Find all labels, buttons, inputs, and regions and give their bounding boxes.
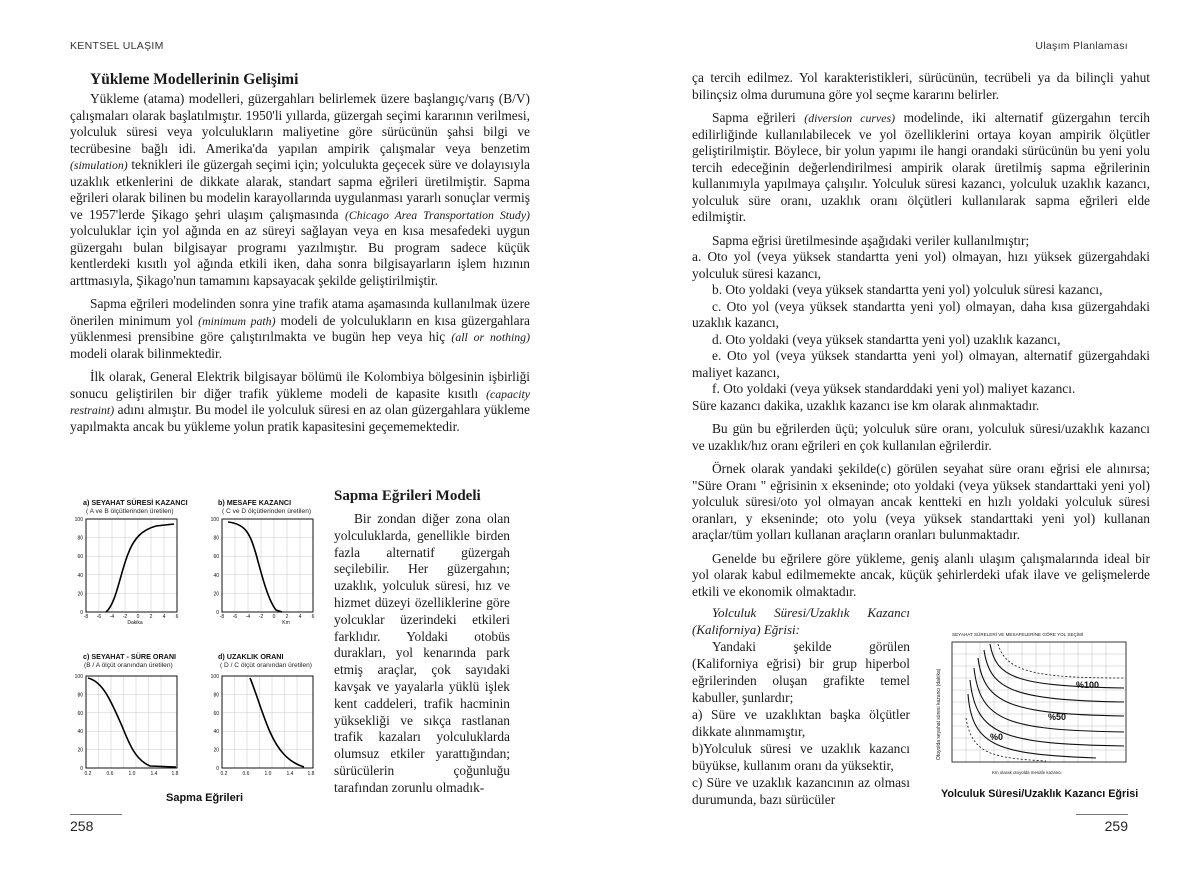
chart-d-xtick: 1.0 <box>264 771 272 777</box>
page-rule-right <box>1076 814 1128 815</box>
chart-c-ytick: 100 <box>74 674 83 680</box>
chart-a-xlabel: Dakika <box>127 620 143 626</box>
chart-d-xtick: 0.2 <box>220 771 228 777</box>
chart-d-plot <box>206 648 332 780</box>
chart-a-ytick: 0 <box>80 610 83 616</box>
kaliforniya-chart-ylabel: Otoyolda seyahat süresi kazancı (dakika) <box>936 668 942 760</box>
paragraph-bugun: Bu gün bu eğrilerden üçü; yolculuk süre oranı, yolculuk süresi/uzaklık kazancı ve uzaklık/hız oranı eğrileri en çok kullanılan eğrilerdir. <box>692 421 1150 453</box>
list-item: b)Yolculuk süresi ve uzaklık kazancı büyükse, kullanım oranı da yüksektir, <box>692 741 910 773</box>
kaliforniya-chart-title: SEYAHAT SÜRELERİ VE MESAFELERİNE GÖRE YOL SEÇİMİ <box>952 632 1084 637</box>
kaliforniya-chart-label: %100 <box>1076 680 1100 690</box>
sapma-column <box>334 486 510 797</box>
paragraph-diversion: Sapma eğrileri (diversion curves) modelinde, iki alternatif güzergahın tercih edilirliğinde kullanılabilecek ve yol özelliklerini ortaya koyan ampirik ölçütler geliştirilmiştir. Böylece, bir yolun yapımı ile hangi orandaki sürücünün bu yeni yolu tercih edeceğinin değerlendirilmesi ampirik olarak üretilmiş sapma eğrilerinin kullanımıyla yapılmaya çalışılır. Yolculuk süresi kazancı, yolculuk uzaklık kazancı, yolculuk süre oranı, uzaklık oranı ölçütleri kullanılarak sapma eğrileri elde edilmiştir. <box>692 110 1150 224</box>
chart-a-ytick: 80 <box>77 535 83 542</box>
chart-b-ytick: 40 <box>213 572 219 579</box>
chart-b-xlabel: Km <box>282 620 290 626</box>
chart-a-xtick: 6 <box>175 614 179 620</box>
list-item: b. Oto yoldaki (veya yüksek standartta yeni yol) yolculuk süresi kazancı, <box>712 282 1103 297</box>
chart-d-subtitle: ( D / C ölçüt oranından üretilen) <box>220 662 312 669</box>
chart-a-title: a) SEYAHAT SÜRESİ KAZANCI <box>83 498 188 507</box>
chart-b-xtick: -4 <box>245 614 251 620</box>
left-main-text <box>70 70 530 435</box>
paragraph-continued: ça tercih edilmez. Yol karakteristikleri, sürücünün, tecrübeli ya da bilinçli yahut bilinçsiz olma durumuna göre yol seçme kararını belirler. <box>692 70 1150 102</box>
chart-c-xtick: 1.4 <box>150 771 158 777</box>
chart-b-ytick: 80 <box>213 535 219 542</box>
list-item: a. Oto yol (veya yüksek standartta yeni yol) olmayan, hızı yüksek güzergahdaki yolculuk süresi kazancı, <box>692 249 1150 281</box>
chart-c-ytick: 80 <box>77 692 83 699</box>
chart-c-ytick: 20 <box>77 747 83 754</box>
chart-c-plot <box>70 648 196 780</box>
running-head-right: Ulaşım Planlaması <box>1035 40 1128 52</box>
list-item: d. Oto yoldaki (veya yüksek standartta yeni yol) uzaklık kazancı, <box>712 331 1061 347</box>
chart-a-xtick: -8 <box>83 614 89 620</box>
chart-a-xtick: -6 <box>96 614 102 620</box>
kaliforniya-chart-xlabel: Km olarak otoyolda mesafe kazancı <box>992 770 1062 775</box>
figure-caption-kaliforniya: Yolculuk Süresi/Uzaklık Kazancı Eğrisi <box>941 788 1139 800</box>
chart-c-xtick: 1.0 <box>128 771 136 777</box>
paragraph-kaliforniya: Yandaki şekilde görülen (Kaliforniya eğrisi) bir grup hiperbol eğrilerinden oluşan grafikte temel kabuller, şunlardır; <box>692 639 910 705</box>
kaliforniya-column <box>692 604 910 808</box>
paragraph-yukleme-3: İlk olarak, General Elektrik bilgisayar bölümü ile Kolombiya bölgesinin işbirliği sonucu geliştirilen bir diğer trafik yükleme modeli de kapasite kısıtlı (capacity restraint) adını almıştır. Bu model ile yolculuk süresi en az olan güzergahlara yükleme yapılmakta ancak bu yükleme yolun pratik kapasitesini geçememektedir. <box>70 369 530 434</box>
chart-d-xtick: 1.8 <box>307 771 315 777</box>
chart-d-ytick: 60 <box>213 710 219 717</box>
chart-b-ytick: 60 <box>213 554 219 561</box>
section-heading-sapma: Sapma Eğrileri Modeli <box>334 488 481 504</box>
chart-c <box>70 648 196 780</box>
paragraph-yukleme-2: Sapma eğrileri modelinden sonra yine trafik atama aşamasında kullanılmak üzere önerilen minimum yol (minimum path) modeli de yolculukların en kısa güzergahlara yüklenmesi prensibine göre çalıştırılmakta ve bugün hep veya hiç (all or nothing) modeli olarak bilinmektedir. <box>70 296 530 361</box>
chart-b-xtick: 6 <box>311 614 315 620</box>
chart-d <box>206 648 332 780</box>
chart-d-ytick: 0 <box>216 766 219 772</box>
chart-c-title: c) SEYAHAT - SÜRE ORANI <box>83 652 177 661</box>
chart-b-xtick: 0 <box>272 614 276 620</box>
paragraph-genelde: Genelde bu eğrilere göre yükleme, geniş alanlı ulaşım çalışmalarında ideal bir yol olarak kabul edilmemekte ancak, küçük şehirlerdeki ufak ilave ve gelişmelerde etkili ve ekonomik olmaktadır. <box>692 550 1150 599</box>
chart-c-xtick: 0.6 <box>106 771 114 777</box>
chart-b-title: b) MESAFE KAZANCI <box>218 498 292 507</box>
chart-a-plot <box>70 494 196 634</box>
chart-a-xtick: 0 <box>136 614 140 620</box>
kaliforniya-chart <box>926 628 1136 780</box>
chart-a-xtick: -4 <box>109 614 115 620</box>
right-page <box>600 0 1200 873</box>
chart-b-xtick: -2 <box>258 614 264 620</box>
chart-d-ytick: 40 <box>213 729 219 736</box>
chart-b-ytick: 0 <box>216 610 219 616</box>
right-main-text <box>692 70 1150 600</box>
list-item: f. Oto yoldaki (veya yüksek standarddaki yeni yol) maliyet kazancı. <box>712 381 1076 396</box>
chart-b-ytick: 100 <box>210 517 219 523</box>
page-number-right: 259 <box>1104 818 1128 834</box>
chart-b-xtick: 4 <box>298 614 302 620</box>
paragraph-yukleme-1: Yükleme (atama) modelleri, güzergahları belirlemek üzere başlangıç/varış (B/V) çalışmaları olarak başlatılmıştır. 1950'li yıllarda, güzergah seçimi kararının verilmesi, yolculuk süresi veya yolculukların maliyetine göre sürücünün şahsi bilgi ve tecrübesine bağlı idi. Amerika'da yapılan ampirik çalışmalar veya benzetim (simulation) teknikleri ile güzergah seçimi için; yolculukta geçecek süre ve dolayısıyla uzaklık etkenlerini de dikkate alarak, standart sapma eğrileri üretilmiştir. Sapma eğrileri olarak bilinen bu modelin karayollarında uygulanması yararlı sonuçlar vermiş ve 1957'lerde Şikago şehri ulaşım çalışmasında (Chicago Area Transportation Study) yolculuklar için yol ağında en az süreyi sağlayan veya en kısa mesafedeki uygun güzergahı bulan bilgisayar programı yazılmıştır. Bu program sadece küçük kentlerdeki kısıtlı yol ağında etkili iken, daha sonra bilgisayarların işlem hızının arttmasıyla, Şikago'nun tamamını kapsayacak şekilde geliştirilmiştir. <box>70 91 530 288</box>
chart-a-ytick: 40 <box>77 572 83 579</box>
chart-c-xtick: 0.2 <box>84 771 92 777</box>
chart-d-xtick: 1.4 <box>286 771 294 777</box>
chart-a <box>70 494 196 634</box>
list-item: e. Oto yol (veya yüksek standartta yeni yol) olmayan, alternatif güzergahdaki maliyet kazancı, <box>692 348 1150 380</box>
kaliforniya-chart-plot <box>926 628 1136 780</box>
chart-c-ytick: 0 <box>80 766 83 772</box>
paragraph-veriler: Sapma eğrisi üretilmesinde aşağıdaki veriler kullanılmıştır; <box>712 232 1030 248</box>
chart-b-subtitle: ( C ve D ölçütlerinden üretilen) <box>222 508 312 515</box>
chart-b-xtick: 2 <box>285 614 289 620</box>
chart-c-ytick: 60 <box>77 710 83 717</box>
chart-a-subtitle: ( A ve B ölçütlerinden üretilen) <box>86 508 174 515</box>
page-number-left: 258 <box>70 818 94 834</box>
chart-a-xtick: 4 <box>162 614 166 620</box>
kaliforniya-chart-label: %0 <box>990 732 1004 742</box>
paragraph-ornek: Örnek olarak yandaki şekilde(c) görülen seyahat süre oranı eğrisi ele alınırsa; "Süre Oranı " eğrisinin x ekseninde; oto yoldaki (veya yüksek standarttaki yeni yol) yolculuk süresi/oto yol olmayan ancak kentteki en hızlı yoldaki yolculuk süresi oranları, y ekseninde; oto yolu (veya yüksek standarttaki yeni yol) kullanan araçlar/tüm yolları kullanan araçların oranları bulunmaktadır. <box>692 461 1150 542</box>
chart-a-ytick: 60 <box>77 554 83 561</box>
chart-c-ytick: 40 <box>77 729 83 736</box>
chart-b <box>206 494 332 634</box>
chart-d-ytick: 100 <box>210 674 219 680</box>
list-item: c. Oto yol (veya yüksek standartta yeni yol) olmayan, daha kısa güzergahdaki uzaklık kazancı, <box>692 298 1150 330</box>
paragraph-sure: Süre kazancı dakika, uzaklık kazancı ise km olarak alınmaktadır. <box>692 397 1040 413</box>
kaliforniya-chart-label: %50 <box>1048 712 1067 722</box>
section-heading-yukleme: Yükleme Modellerinin Gelişimi <box>90 71 299 88</box>
chart-b-xtick: -8 <box>219 614 225 620</box>
list-item: a) Süre ve uzaklıktan başka ölçütler dikkate alınmamıştır, <box>692 707 910 739</box>
list-item: c) Süre ve uzaklık kazancının az olması durumunda, bazı sürücüler <box>692 775 910 807</box>
page-rule-left <box>70 814 122 815</box>
chart-c-subtitle: (B / A ölçüt oranından üretilen) <box>84 662 173 669</box>
chart-b-plot <box>206 494 332 634</box>
running-head-left: KENTSEL ULAŞIM <box>70 40 164 52</box>
chart-d-title: d) UZAKLIK ORANI <box>218 652 284 661</box>
chart-b-xtick: -6 <box>232 614 238 620</box>
chart-a-xtick: 2 <box>149 614 153 620</box>
chart-d-ytick: 20 <box>213 747 219 754</box>
chart-d-xtick: 0.6 <box>242 771 250 777</box>
chart-b-ytick: 20 <box>213 591 219 598</box>
chart-a-xtick: -2 <box>122 614 128 620</box>
chart-d-ytick: 80 <box>213 692 219 699</box>
chart-a-ytick: 20 <box>77 591 83 598</box>
figure-caption-sapma: Sapma Eğrileri <box>166 792 244 804</box>
paragraph-sapma: Bir zondan diğer zona olan yolculuklarda, genellikle birden fazla alternatif güzergah seçilebilir. Her güzergahın; uzaklık, yolculuk süresi, hız ve hizmet düzeyi özelliklerine göre yolcuklar üzerindeki etkileri farklıdır. Yoldaki otobüs durakları, yol kenarında park etmiş araçlar, çok sayıdaki kavşak ve yayalarla yüklü işlek kent caddeleri, trafik hacminin yüksekliği ve sıkça rastlanan trafik kazaları yolculuklarda olumsuz etkiler yarattığından; sürücülerin çoğunluğu tarafından zorunlu olmadık- <box>334 511 510 795</box>
chart-c-xtick: 1.8 <box>171 771 179 777</box>
heading-kaliforniya: Yolculuk Süresi/Uzaklık Kazancı (Kaliforniya) Eğrisi: <box>692 605 910 637</box>
chart-a-ytick: 100 <box>74 517 83 523</box>
